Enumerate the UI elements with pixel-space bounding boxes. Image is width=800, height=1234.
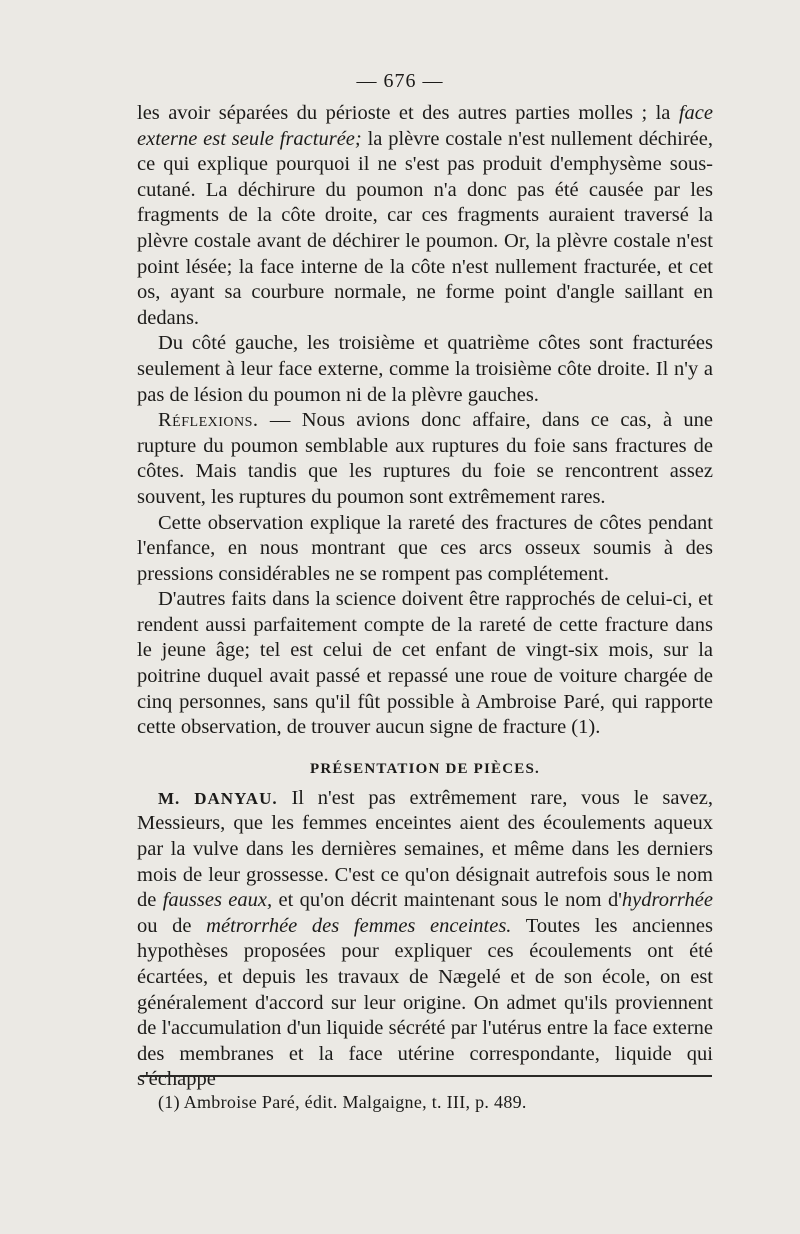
paragraph-1-part-a: les avoir séparées du périoste et des autres parties molles ; la [137,102,679,124]
paragraph-3-text: — Nous avions donc affaire, dans ce cas, à une rupture du poumon semblable aux ruptures du foie sans fractures de côtes. Mais tandis que les ruptures du foie se rencontrent assez souvent, les ruptures du poumon sont extrêmement rares. [137,409,713,508]
paragraph-6-part-g: Toutes les anciennes hypothèses proposées pour expliquer ces écoulements ont été écartées, et depuis les travaux de Nægelé et de son école, on est généralement d'accord sur leur origine. On admet qu'ils proviennent de l'accumulation d'un liquide sécrété par l'utérus entre la face externe des membranes et la face utérine correspondante, liquide qui s'échappe [137,914,713,1091]
body-text [137,101,719,1093]
footnote: (1) Ambroise Paré, édit. Malgaigne, t. III, p. 489. [158,1092,527,1112]
paragraph-3 [137,408,713,510]
reflexions-label: Réflexions. [158,409,259,432]
paragraph-6-part-e: ou de [137,914,207,937]
section-heading: PRÉSENTATION DE PIÈCES. [309,760,540,777]
paragraph-6-emphasis-metrorrhee: métrorrhée des femmes enceintes. [206,914,512,937]
paragraph-6-emphasis-fausses-eaux: fausses eaux, [162,889,273,912]
paragraph-1-emphasis: face externe est seule fracturée; [137,102,713,150]
paragraph-6-part-c: et qu'on décrit maintenant sous le nom d' [272,889,622,912]
paragraph-1 [137,101,713,331]
speaker-name: M. DANYAU. [158,788,278,808]
paragraph-6 [137,786,713,1093]
paragraph-2: Du côté gauche, les troisième et quatrième côtes sont fracturées seulement à leur face externe, comme la troisième côte droite. Il n'y a pas de lésion du poumon ni de la plèvre gauches. [137,332,719,406]
paragraph-1-part-c: la plèvre costale n'est nullement déchirée, ce qui explique pourquoi il ne s'est pas produit d'emphysème sous-cutané. La déchirure du poumon n'a donc pas été causée par les fragments de la côte droite, car ces fragments auraient traversé la plèvre costale avant de déchirer le poumon. Or, la plèvre costale n'est point lésée; la face interne de la côte n'est nullement fracturée, et cet os, ayant sa courbure normale, ne forme point d'angle saillant en dedans. [137,127,713,329]
paragraph-5: D'autres faits dans la science doivent être rapprochés de celui-ci, et rendent aussi parfaitement compte de la rareté de cette fracture dans le jeune âge; tel est celui de cet enfant de vingt-six mois, sur la poitrine duquel avait passé et repassé une roue de voiture chargée de cinq personnes, sans qu'il fût possible à Ambroise Paré, qui rapporte cette observation, de trouver aucun signe de fracture (1). [137,588,719,739]
page-number: — 676 — [356,70,444,92]
paragraph-4: Cette observation explique la rareté des fractures de côtes pendant l'enfance, en nous montrant que ces arcs osseux soumis à des pressions considérables ne se rompent pas complétement. [137,511,719,585]
paragraph-6-emphasis-hydrorrhee: hydrorrhée [621,889,713,912]
footnote-divider [140,1075,712,1077]
paragraph-6-part-a: Il n'est pas extrêmement rare, vous le savez, Messieurs, que les femmes enceintes aient des écoulements aqueux par la vulve dans les dernières semaines, et même dans les derniers mois de leur grossesse. C'est ce qu'on désignait autrefois sous le nom de [137,786,713,912]
